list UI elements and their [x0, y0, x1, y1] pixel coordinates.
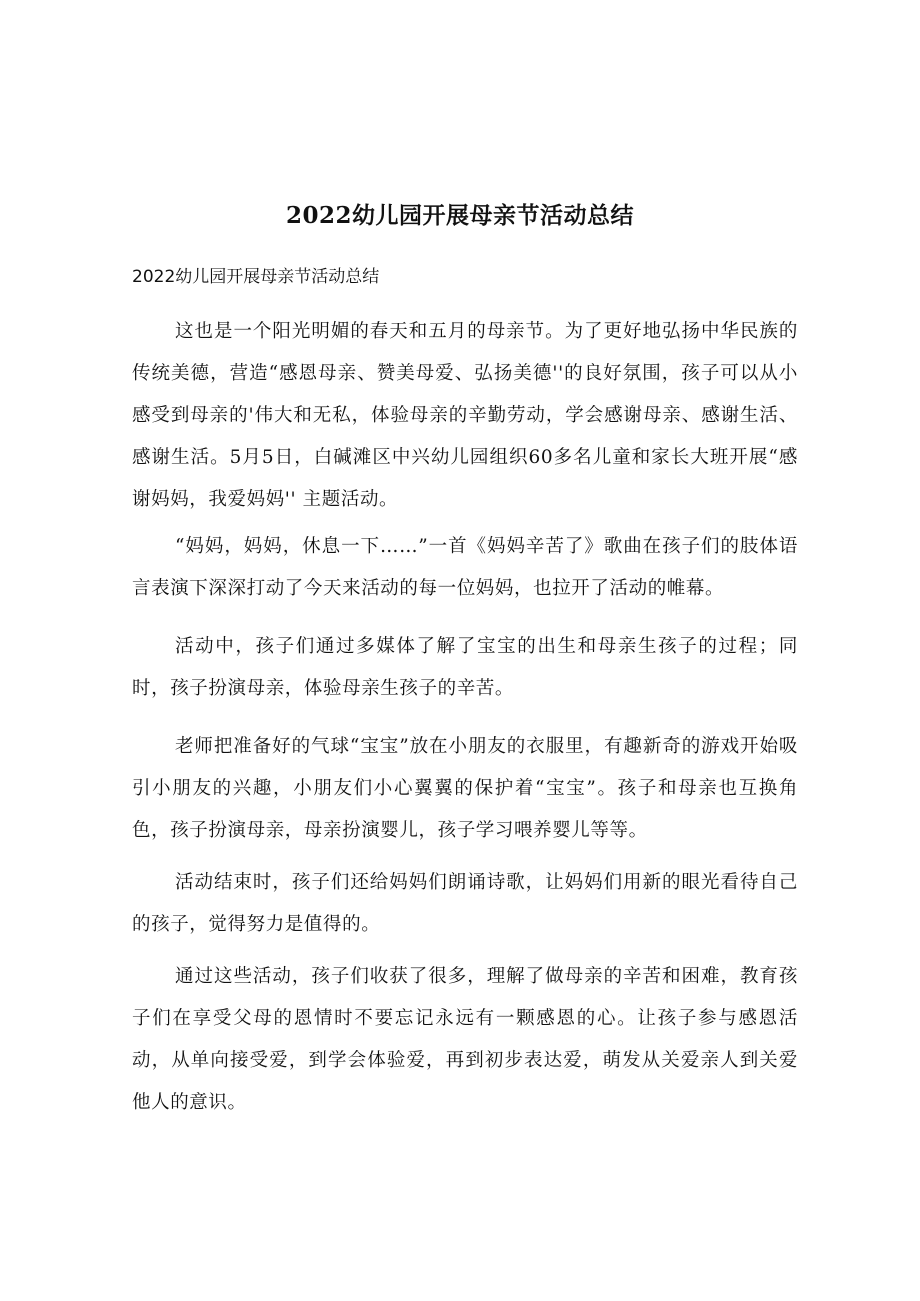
paragraph-3: 活动中，孩子们通过多媒体了解了宝宝的出生和母亲生孩子的过程；同时，孩子扮演母亲，体验母亲生孩子的辛苦。	[132, 636, 798, 699]
paragraph-2: “妈妈，妈妈，休息一下……”一首《妈妈辛苦了》歌曲在孩子们的肢体语言表演下深深打动了今天来活动的每一位妈妈，也拉开了活动的帷幕。	[132, 536, 798, 599]
document-subtitle: 2022幼儿园开展母亲节活动总结	[132, 267, 380, 287]
paragraph-4: 老师把准备好的气球“宝宝”放在小朋友的衣服里，有趣新奇的游戏开始吸引小朋友的兴趣，小朋友们小心翼翼的保护着“宝宝”。孩子和母亲也互换角色，孩子扮演母亲，母亲扮演婴儿，孩子学习喂养婴儿等等。	[132, 736, 798, 841]
document-title: 2022幼儿园开展母亲节活动总结	[285, 202, 634, 229]
paragraph-6: 通过这些活动，孩子们收获了很多，理解了做母亲的辛苦和困难，教育孩子们在享受父母的恩情时不要忘记永远有一颗感恩的心。让孩子参与感恩活动，从单向接受爱，到学会体验爱，再到初步表达爱，萌发从关爱亲人到关爱他人的意识。	[132, 966, 798, 1113]
paragraph-1: 这也是一个阳光明媚的春天和五月的母亲节。为了更好地弘扬中华民族的传统美德，营造“感恩母亲、赞美母爱、弘扬美德''的良好氛围，孩子可以从小感受到母亲的'伟大和无私，体验母亲的辛勤劳动，学会感谢母亲、感谢生活、感谢生活。5月5日，白碱滩区中兴幼儿园组织60多名儿童和家长大班开展“感谢妈妈，我爱妈妈'' 主题活动。	[132, 321, 798, 510]
paragraph-5: 活动结束时，孩子们还给妈妈们朗诵诗歌，让妈妈们用新的眼光看待自己的孩子，觉得努力是值得的。	[132, 872, 798, 935]
